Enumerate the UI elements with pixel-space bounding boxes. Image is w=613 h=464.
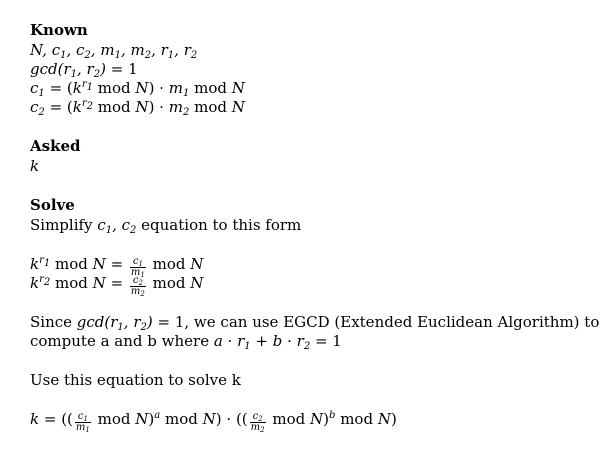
egcd-paragraph: Since $\gcd(r_1$, $r_2) = 1$, we can use EGCD (Extended Euclidean Algorithm) to compute a and b where $a \cdot r_1 + b \cdot r_2 = 1$ [30, 313, 600, 352]
solve-equation-1: $k^{r_1}$ mod N = $\frac{c_1}{m_1}$ mod N [30, 255, 204, 279]
known-c2-equation: $c_2 = (k^{r_2}$ mod $N) \cdot m_2$ mod N [30, 98, 245, 118]
asked-value: k [30, 157, 40, 175]
fraction-c2-m2: $\frac{c_2}{m_2}$ [130, 275, 145, 298]
known-heading: Known [30, 21, 88, 39]
document-body [30, 21, 600, 434]
use-equation-text: Use this equation to solve k [30, 371, 241, 389]
solve-heading: Solve [30, 196, 75, 214]
known-gcd: $\gcd(r_1$, $r_2) = 1$ [30, 60, 138, 80]
asked-heading: Asked [30, 137, 81, 155]
known-variables: N, $c_1$, $c_2$, $m_1$, $m_2$, $r_1$, $r_2$ [30, 41, 198, 61]
fraction-c1-m1-final: $\frac{c_1}{m_1}$ [75, 411, 90, 434]
solve-intro: Simplify $c_1$, $c_2$ equation to this form [30, 216, 302, 236]
known-c1-equation: $c_1 = (k^{r_1}$ mod $N) \cdot m_1$ mod N [30, 79, 245, 99]
final-equation: k = (( $\frac{c_1}{m_1}$ mod N)$^a$ mod N) · (( $\frac{c_2}{m_2}$ mod N)$^b$ mod N) [30, 410, 397, 434]
fraction-c1-m1: $\frac{c_1}{m_1}$ [130, 256, 145, 279]
solve-equation-2: $k^{r_2}$ mod N = $\frac{c_2}{m_2}$ mod N [30, 274, 204, 298]
fraction-c2-m2-final: $\frac{c_2}{m_2}$ [250, 411, 265, 434]
